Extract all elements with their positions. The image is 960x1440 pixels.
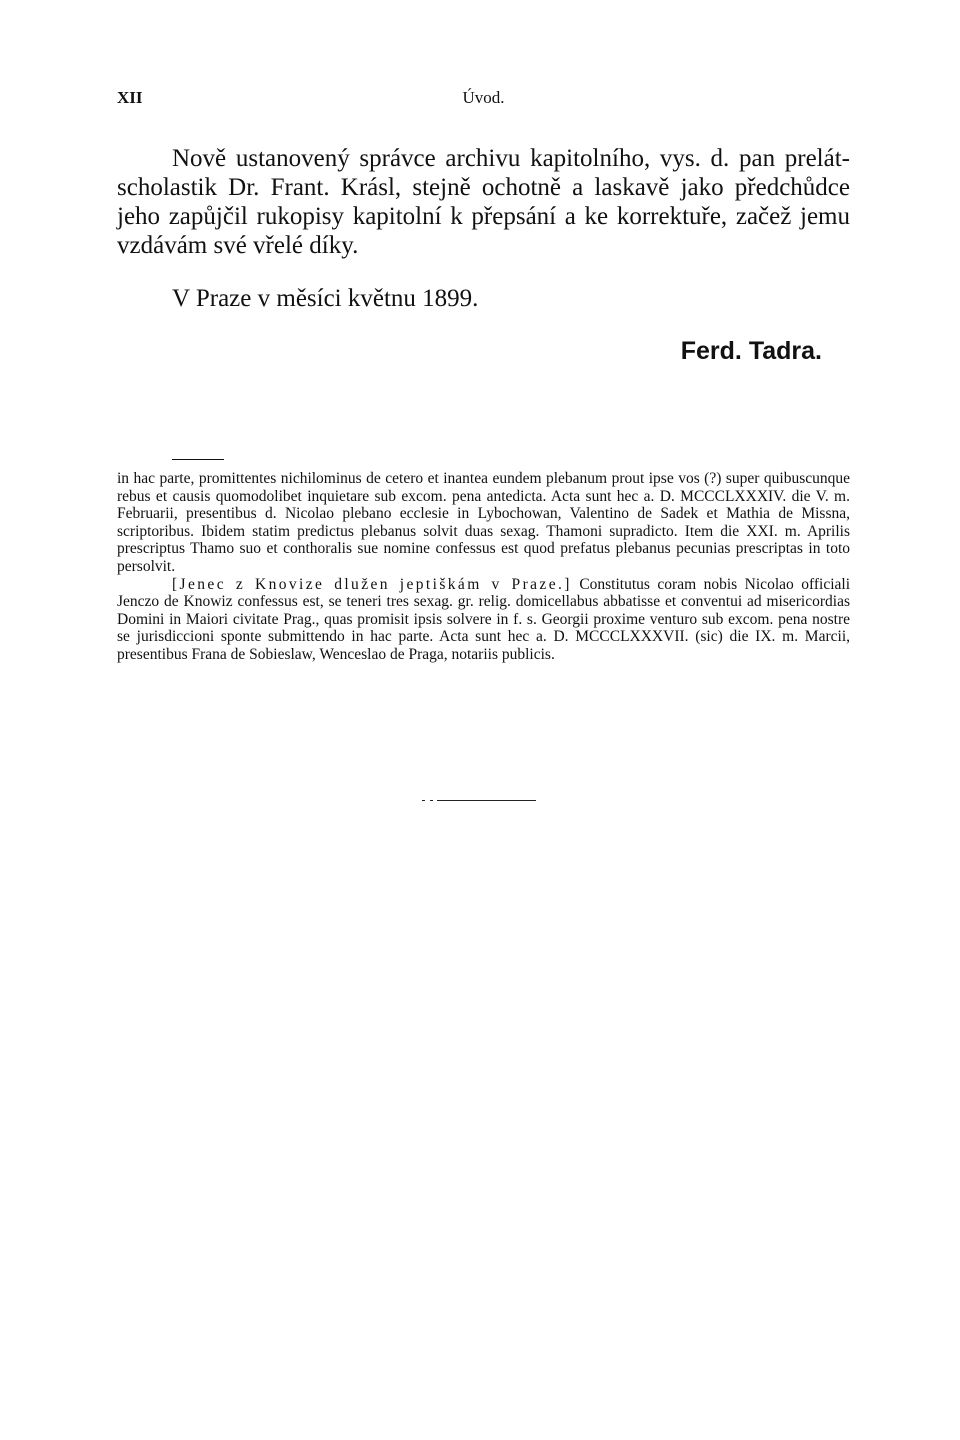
dateline: V Praze v měsíci květnu 1899. [172,285,479,312]
section-title: Úvod. [462,88,505,107]
end-rule-dot [422,800,425,801]
end-rule-line [437,800,536,801]
footnote-entry [117,576,850,664]
author-signature: Ferd. Tadra. [680,337,822,365]
end-rule [422,800,536,802]
footnote-paragraph: in hac parte, promittentes nichilominus de cetero et inantea eundem plebanum prout ipse vos (?) super quibuscunque rebus et causis quomodolibet inquietare sub excom. pena antedicta. Acta sunt hec a. D. MCCCLXXXIV. die V. m. Februarii, presentibus d. Nicolao plebano ecclesie in Lybochowan, Valentino de Sadek et Mathia de Missna, scriptoribus. Ibidem statim predictus plebanus solvit duas sexag. Thamoni supradicto. Item die XXI. m. Aprilis prescriptus Thamo suo et conthoralis sue nomine confessus est quod prefatus plebanus pecunias prescriptas in toto persolvit. [117,470,850,575]
body-paragraph: Nově ustanovený správce archivu kapitolního, vys. d. pan prelát-scholastik Dr. Frant. Krásl, stejně ochotně a laskavě jako předchůdce jeho zapůjčil rukopisy kapitolní k přepsání a ke korrektuře, začež jemu vzdávám své vřelé díky. [117,145,850,259]
page-number: XII [117,88,143,107]
footnotes [117,470,850,664]
main-text [117,144,850,260]
running-head [117,88,850,112]
footnote-separator [172,459,224,460]
end-rule-dot [430,800,433,801]
footnote-entry-text: Constitutus coram nobis Nicolao officiali Jenczo de Knowiz confessus est, se teneri tres sexag. gr. relig. domicellabus abbatisse et conventui ad misericordias Domini in Maiori civitate Prag., quas promisit ipsis solvere in f. s. Georgii proxime venturo sub excom. pena nostre se jurisdiccioni sponte submittendo in hac parte. Acta sunt hec a. D. MCCCLXXXVII. (sic) die IX. m. Marcii, presentibus Frana de Sobieslaw, Wenceslao de Praga, notariis publicis. [117,575,851,663]
footnote-entry-heading: [Jenec z Knovize dlužen jeptiškám v Praze.] [172,575,572,593]
